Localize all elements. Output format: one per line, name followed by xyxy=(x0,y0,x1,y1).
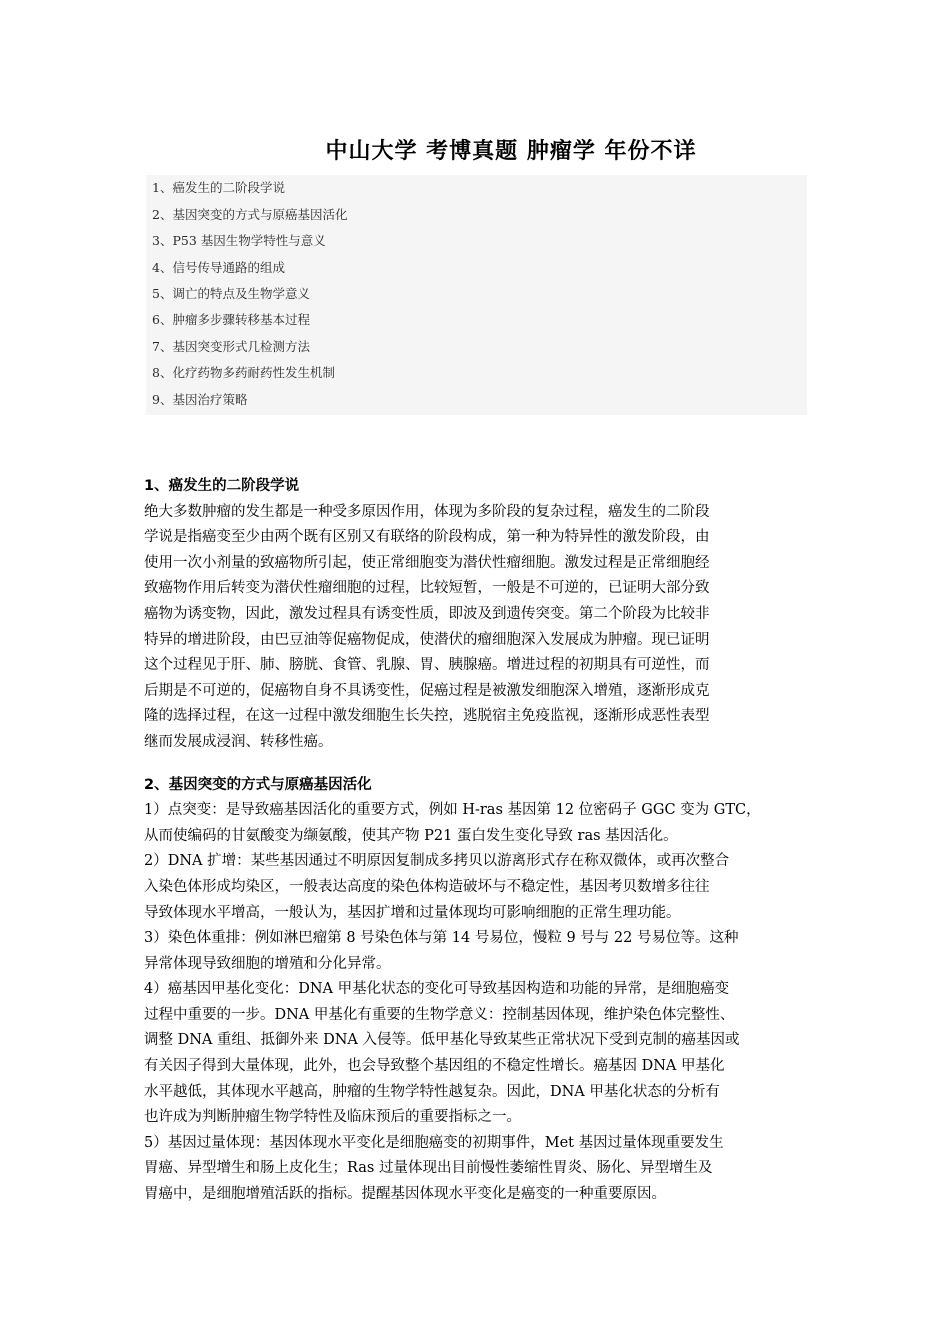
paragraph-line: 2）DNA 扩增：某些基因通过不明原因复制成多拷贝以游离形式存在称双微体，或再次整合 xyxy=(144,853,730,870)
document-body xyxy=(144,474,808,1208)
paragraph-line: 癌物为诱变物，因此，激发过程具有诱变性质，即波及到遗传突变。第二个阶段为比较非 xyxy=(144,605,710,622)
paragraph-line: 异常体现导致细胞的增殖和分化异常。 xyxy=(144,955,391,972)
paragraph-line: 过程中重要的一步。DNA 甲基化有重要的生物学意义：控制基因体现，维护染色体完整性、 xyxy=(144,1006,735,1023)
toc-item: 6、肿瘤多步骤转移基本过程 xyxy=(152,312,310,327)
paragraph-line: 有关因子得到大量体现，此外，也会导致整个基因组的不稳定性增长。癌基因 DNA 甲基化 xyxy=(144,1058,725,1075)
section-heading: 1、癌发生的二阶段学说 xyxy=(144,478,300,494)
paragraph-line: 胃癌中，是细胞增殖活跃的指标。提醒基因体现水平变化是癌变的一种重要原因。 xyxy=(144,1186,666,1203)
paragraph-line: 5）基因过量体现：基因体现水平变化是细胞癌变的初期事件，Met 基因过量体现重要发生 xyxy=(144,1134,724,1151)
paragraph-line: 后期是不可逆的，促癌物自身不具诱变性，促癌过程是被激发细胞深入增殖，逐渐形成克 xyxy=(144,682,710,699)
paragraph-line: 特异的增进阶段，由巴豆油等促癌物促成，使潜伏的瘤细胞深入发展成为肿瘤。现已证明 xyxy=(144,631,710,648)
paragraph-line: 水平越低，其体现水平越高，肿瘤的生物学特性越复杂。因此，DNA 甲基化状态的分析有 xyxy=(144,1083,720,1100)
paragraph-line: 4）癌基因甲基化变化：DNA 甲基化状态的变化可导致基因构造和功能的异常，是细胞癌变 xyxy=(144,981,730,998)
paragraph-line: 入染色体形成均染区，一般表达高度的染色体构造破坏与不稳定性，基因考贝数增多往往 xyxy=(144,878,710,895)
toc-item: 8、化疗药物多药耐药性发生机制 xyxy=(152,365,335,380)
paragraph-line: 也许成为判断肿瘤生物学特性及临床预后的重要指标之一。 xyxy=(144,1109,521,1126)
toc-item: 2、基因突变的方式与原癌基因活化 xyxy=(152,207,348,222)
paragraph-line: 从而使编码的甘氨酸变为缬氨酸，使其产物 P21 蛋白发生变化导致 ras 基因活化。 xyxy=(144,827,678,844)
paragraph-line: 绝大多数肿瘤的发生都是一种受多原因作用，体现为多阶段的复杂过程，癌发生的二阶段 xyxy=(144,503,710,520)
toc-item: 3、P53 基因生物学特性与意义 xyxy=(152,233,326,248)
paragraph-line: 使用一次小剂量的致癌物所引起，使正常细胞变为潜伏性瘤细胞。激发过程是正常细胞经 xyxy=(144,554,710,571)
toc-item: 5、调亡的特点及生物学意义 xyxy=(152,286,310,301)
paragraph-line: 胃癌、异型增生和肠上皮化生；Ras 过量体现出目前慢性萎缩性胃炎、肠化、异型增生及 xyxy=(144,1160,713,1177)
section-heading: 2、基因突变的方式与原癌基因活化 xyxy=(144,776,372,793)
paragraph-line: 导致体现水平增高，一般认为，基因扩增和过量体现均可影响细胞的正常生理功能。 xyxy=(144,904,681,921)
table-of-contents xyxy=(146,175,807,415)
paragraph-line: 继而发展成浸润、转移性癌。 xyxy=(144,733,333,750)
document-title: 中山大学 考博真题 肿瘤学 年份不详 xyxy=(325,139,697,164)
paragraph-line: 3）染色体重排：例如淋巴瘤第 8 号染色体与第 14 号易位，慢粒 9 号与 22 号易位等。这种 xyxy=(144,930,739,947)
toc-item: 1、癌发生的二阶段学说 xyxy=(152,180,285,195)
paragraph-line: 这个过程见于肝、肺、膀胱、食管、乳腺、胃、胰腺癌。增进过程的初期具有可逆性，而 xyxy=(144,657,710,674)
toc-item: 4、信号传导通路的组成 xyxy=(152,260,285,275)
paragraph-line: 致癌物作用后转变为潜伏性瘤细胞的过程，比较短暂，一般是不可逆的，已证明大部分致 xyxy=(144,580,710,597)
paragraph-line: 调整 DNA 重组、抵御外来 DNA 入侵等。低甲基化导致某些正常状况下受到克制的癌基因或 xyxy=(144,1032,740,1049)
toc-item: 9、基因治疗策略 xyxy=(152,392,248,407)
toc-item: 7、基因突变形式几检测方法 xyxy=(152,339,310,354)
paragraph-line: 1）点突变：是导致癌基因活化的重要方式，例如 H-ras 基因第 12 位密码子 GGC 变为 GTC， xyxy=(144,802,761,819)
paragraph-line: 隆的选择过程，在这一过程中激发细胞生长失控，逃脱宿主免疫监视，逐渐形成恶性表型 xyxy=(144,708,710,725)
paragraph-line: 学说是指癌变至少由两个既有区别又有联络的阶段构成，第一种为特异性的激发阶段，由 xyxy=(144,529,710,546)
